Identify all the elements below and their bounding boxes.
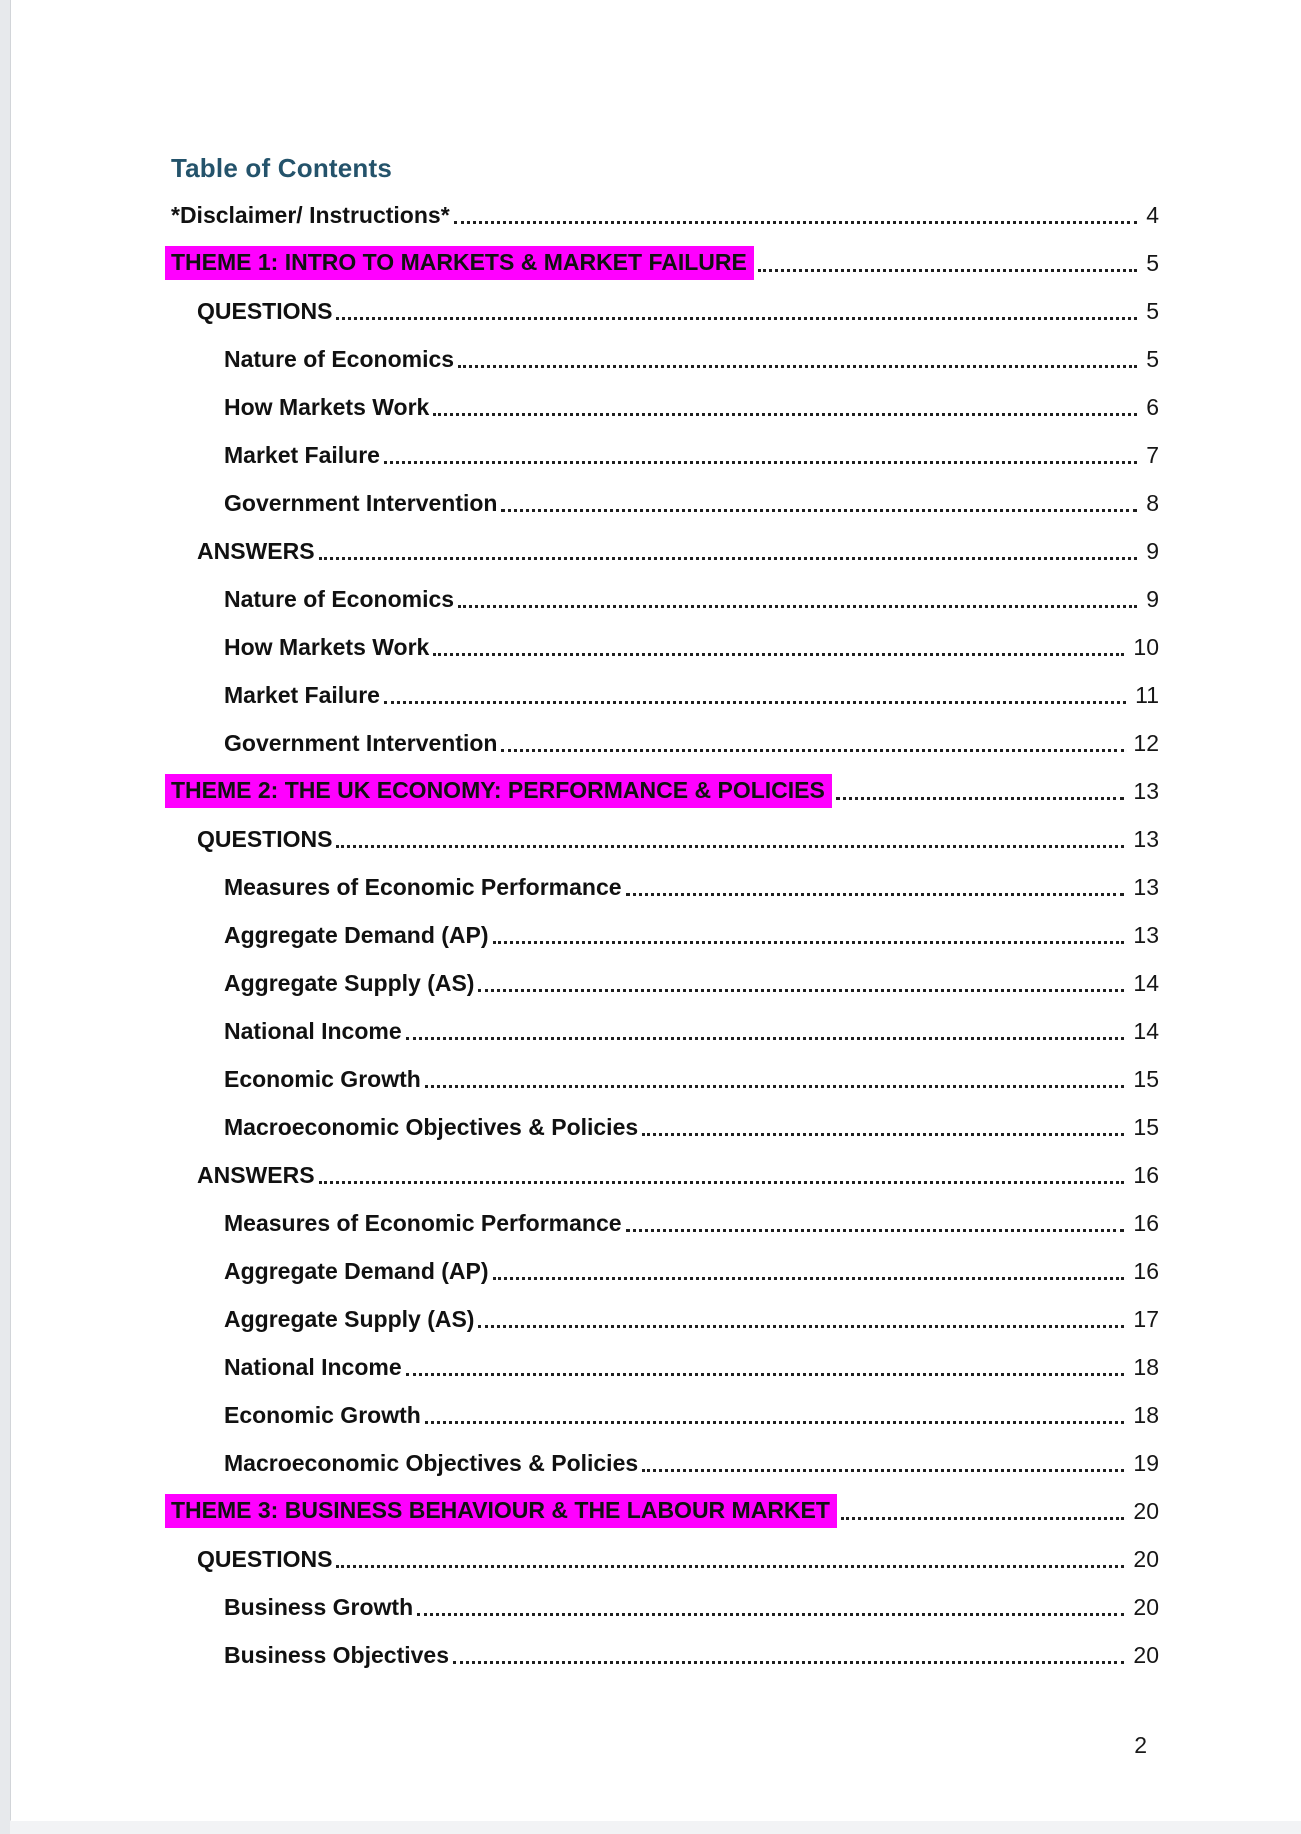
toc-entry-page-number: 14: [1133, 969, 1159, 996]
toc-entry-label: *Disclaimer/ Instructions*: [171, 201, 450, 228]
toc-entry-page-number: 6: [1146, 393, 1159, 420]
dot-leader: [642, 1469, 1124, 1472]
toc-entry[interactable]: [171, 1631, 1159, 1679]
dot-leader: [642, 1133, 1124, 1136]
toc-entry-page-number: 9: [1146, 537, 1159, 564]
toc-entry-label: Nature of Economics: [224, 585, 455, 612]
toc-entry-page-number: 15: [1133, 1065, 1159, 1092]
toc-entry-label: QUESTIONS: [197, 1545, 333, 1572]
toc-entry-label: Nature of Economics: [224, 345, 455, 372]
toc-entry-page-number: 17: [1133, 1305, 1159, 1332]
table-of-contents: [171, 191, 1159, 1679]
toc-entry-label: QUESTIONS: [197, 297, 333, 324]
toc-entry-label: Economic Growth: [224, 1401, 421, 1428]
toc-entry-label: Aggregate Supply (AS): [224, 969, 475, 996]
toc-entry-label: Economic Growth: [224, 1065, 421, 1092]
toc-entry[interactable]: [171, 191, 1159, 239]
toc-entry-label: National Income: [224, 1017, 402, 1044]
toc-entry[interactable]: [171, 1343, 1159, 1391]
toc-entry-label: Aggregate Demand (AP): [224, 921, 489, 948]
toc-entry-label: Business Objectives: [224, 1641, 449, 1668]
toc-entry[interactable]: [171, 1055, 1159, 1103]
viewer-left-edge: [0, 0, 11, 1834]
toc-entry[interactable]: [171, 1439, 1159, 1487]
toc-entry-page-number: 13: [1133, 777, 1159, 804]
dot-leader: [433, 653, 1124, 656]
dot-leader: [319, 1181, 1125, 1184]
dot-leader: [336, 317, 1137, 320]
toc-entry[interactable]: [171, 1391, 1159, 1439]
toc-entry-page-number: 5: [1146, 297, 1159, 324]
dot-leader: [417, 1613, 1124, 1616]
toc-entry-label: THEME 3: BUSINESS BEHAVIOUR & THE LABOUR MARKET: [165, 1494, 837, 1528]
toc-entry[interactable]: [171, 1151, 1159, 1199]
toc-entry-label: Market Failure: [224, 681, 380, 708]
toc-entry[interactable]: [171, 479, 1159, 527]
footer-page-number: 2: [1134, 1732, 1147, 1758]
toc-entry-label: Measures of Economic Performance: [224, 873, 622, 900]
viewer-bottom-edge: [10, 1820, 1301, 1834]
toc-entry[interactable]: [171, 1583, 1159, 1631]
toc-entry-page-number: 4: [1146, 201, 1159, 228]
toc-entry-label: Government Intervention: [224, 489, 498, 516]
toc-entry-label: QUESTIONS: [197, 825, 333, 852]
toc-entry[interactable]: [171, 719, 1159, 767]
toc-entry-label: How Markets Work: [224, 393, 430, 420]
toc-entry-page-number: 14: [1133, 1017, 1159, 1044]
toc-entry-label: Measures of Economic Performance: [224, 1209, 622, 1236]
dot-leader: [836, 797, 1125, 800]
dot-leader: [425, 1085, 1125, 1088]
toc-entry-label: Aggregate Supply (AS): [224, 1305, 475, 1332]
toc-entry-label: THEME 1: INTRO TO MARKETS & MARKET FAILURE: [165, 246, 754, 280]
toc-entry[interactable]: [171, 383, 1159, 431]
dot-leader: [336, 845, 1124, 848]
toc-entry[interactable]: [171, 1487, 1159, 1535]
dot-leader: [454, 221, 1138, 224]
page-title: Table of Contents: [171, 153, 393, 183]
toc-entry-page-number: 16: [1133, 1209, 1159, 1236]
toc-entry[interactable]: [171, 671, 1159, 719]
toc-entry-label: How Markets Work: [224, 633, 430, 660]
toc-entry-page-number: 10: [1133, 633, 1159, 660]
dot-leader: [453, 1661, 1124, 1664]
toc-entry-page-number: 13: [1133, 825, 1159, 852]
toc-entry[interactable]: [171, 239, 1159, 287]
toc-entry-page-number: 9: [1146, 585, 1159, 612]
dot-leader: [458, 605, 1137, 608]
toc-entry[interactable]: [171, 863, 1159, 911]
dot-leader: [433, 413, 1137, 416]
dot-leader: [501, 749, 1124, 752]
dot-leader: [478, 1325, 1124, 1328]
toc-entry-page-number: 20: [1133, 1545, 1159, 1572]
toc-entry-page-number: 19: [1133, 1449, 1159, 1476]
dot-leader: [626, 893, 1125, 896]
toc-entry-label: ANSWERS: [197, 537, 315, 564]
toc-entry[interactable]: [171, 1535, 1159, 1583]
toc-entry[interactable]: [171, 287, 1159, 335]
toc-entry-label: Macroeconomic Objectives & Policies: [224, 1113, 639, 1140]
toc-entry-page-number: 5: [1146, 345, 1159, 372]
toc-entry-label: Business Growth: [224, 1593, 414, 1620]
toc-entry[interactable]: [171, 1295, 1159, 1343]
toc-entry-label: Aggregate Demand (AP): [224, 1257, 489, 1284]
toc-entry-label: National Income: [224, 1353, 402, 1380]
toc-entry[interactable]: [171, 1247, 1159, 1295]
dot-leader: [841, 1517, 1124, 1520]
toc-entry-page-number: 18: [1133, 1353, 1159, 1380]
toc-entry[interactable]: [171, 335, 1159, 383]
dot-leader: [406, 1037, 1125, 1040]
toc-entry[interactable]: [171, 431, 1159, 479]
toc-entry-page-number: 20: [1133, 1593, 1159, 1620]
toc-entry[interactable]: [171, 1103, 1159, 1151]
toc-entry-label: THEME 2: THE UK ECONOMY: PERFORMANCE & POLICIES: [165, 774, 832, 808]
dot-leader: [458, 365, 1137, 368]
toc-entry-page-number: 16: [1133, 1161, 1159, 1188]
dot-leader: [758, 269, 1137, 272]
toc-entry-page-number: 20: [1133, 1497, 1159, 1524]
toc-entry-page-number: 16: [1133, 1257, 1159, 1284]
dot-leader: [626, 1229, 1125, 1232]
toc-entry-page-number: 8: [1146, 489, 1159, 516]
toc-entry[interactable]: [171, 815, 1159, 863]
dot-leader: [384, 701, 1126, 704]
toc-entry[interactable]: [171, 1007, 1159, 1055]
toc-entry-label: Macroeconomic Objectives & Policies: [224, 1449, 639, 1476]
toc-entry-page-number: 12: [1133, 729, 1159, 756]
toc-entry-page-number: 5: [1146, 249, 1159, 276]
toc-entry-label: Market Failure: [224, 441, 380, 468]
dot-leader: [319, 557, 1138, 560]
toc-entry-label: ANSWERS: [197, 1161, 315, 1188]
toc-entry[interactable]: [171, 911, 1159, 959]
dot-leader: [501, 509, 1137, 512]
toc-entry-page-number: 13: [1133, 921, 1159, 948]
toc-entry[interactable]: [171, 767, 1159, 815]
toc-entry[interactable]: [171, 1199, 1159, 1247]
toc-entry[interactable]: [171, 527, 1159, 575]
toc-entry-page-number: 15: [1133, 1113, 1159, 1140]
toc-entry-page-number: 11: [1135, 681, 1159, 708]
toc-entry[interactable]: [171, 623, 1159, 671]
toc-entry-page-number: 13: [1133, 873, 1159, 900]
toc-entry-label: Government Intervention: [224, 729, 498, 756]
toc-entry[interactable]: [171, 959, 1159, 1007]
dot-leader: [493, 941, 1125, 944]
dot-leader: [425, 1421, 1125, 1424]
toc-entry[interactable]: [171, 575, 1159, 623]
toc-entry-page-number: 7: [1146, 441, 1159, 468]
dot-leader: [478, 989, 1124, 992]
dot-leader: [406, 1373, 1125, 1376]
toc-entry-page-number: 18: [1133, 1401, 1159, 1428]
dot-leader: [493, 1277, 1125, 1280]
document-page: [11, 0, 1301, 1821]
dot-leader: [384, 461, 1137, 464]
toc-entry-page-number: 20: [1133, 1641, 1159, 1668]
dot-leader: [336, 1565, 1124, 1568]
